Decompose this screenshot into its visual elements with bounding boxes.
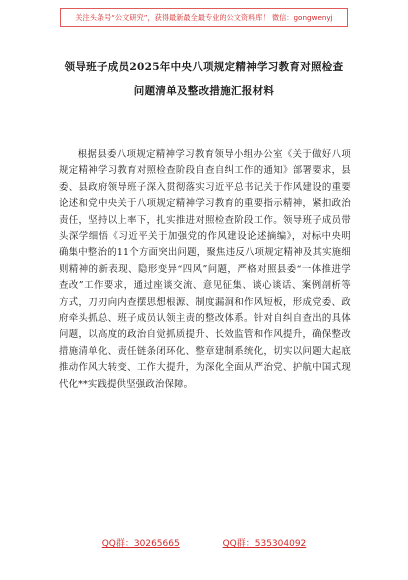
title-line-1: 领导班子成员2025年中央八项规定精神学习教育对照检查: [64, 61, 344, 73]
document-body-paragraph: 根据县委八项规定精神学习教育领导小组办公室《关于做好八项规定精神学习教育对照检查阶段自查自纠工作的通知》部署要求，县委、县政府领导班子深入贯彻落实习近平总书记关于作风建设的重要论述和党中央关于八项规定精神学习教育的重要指示精神，紧扣政治责任，坚持以上率下，扎实推进对照检查阶段工作。领导班子成员带头深学细悟《习近平关于加强党的作风建设论述摘编》，对标中央明确集中整治的11个方面突出问题，聚焦违反八项规定精神及其实施细则精神的新表现、隐形变异“四风”问题，严格对照县委“一体推进学查改”工作要求，通过座谈交流、意见征集、谈心谈话、案例剖析等方式，刀刃向内查摆思想根源、制度漏洞和作风短板，形成党委、政府牵头抓总、班子成员认领主责的整改体系。针对自纠自查出的具体问题，以高度的政治自觉抓质提升、长效监管和作风提升，确保整改措施清单化、责任链条闭环化、整章建制系统化，切实以问题大起底推动作风大转变、工作大提升，为深化全面从严治党、护航中国式现代化**实践提供坚强政治保障。: [59, 149, 351, 390]
promo-banner: 关注头条号“公文研究”，获得最新最全最专业的公文资料库！ 微信：gongwenyj: [60, 8, 348, 27]
document-title: [40, 55, 368, 103]
qq-group-link-1[interactable]: QQ群：30265665: [101, 539, 180, 549]
footer-qq-groups: [0, 536, 408, 549]
qq-group-link-2[interactable]: QQ群：535304092: [222, 539, 307, 549]
title-line-2: 问题清单及整改措施汇报材料: [133, 85, 275, 97]
